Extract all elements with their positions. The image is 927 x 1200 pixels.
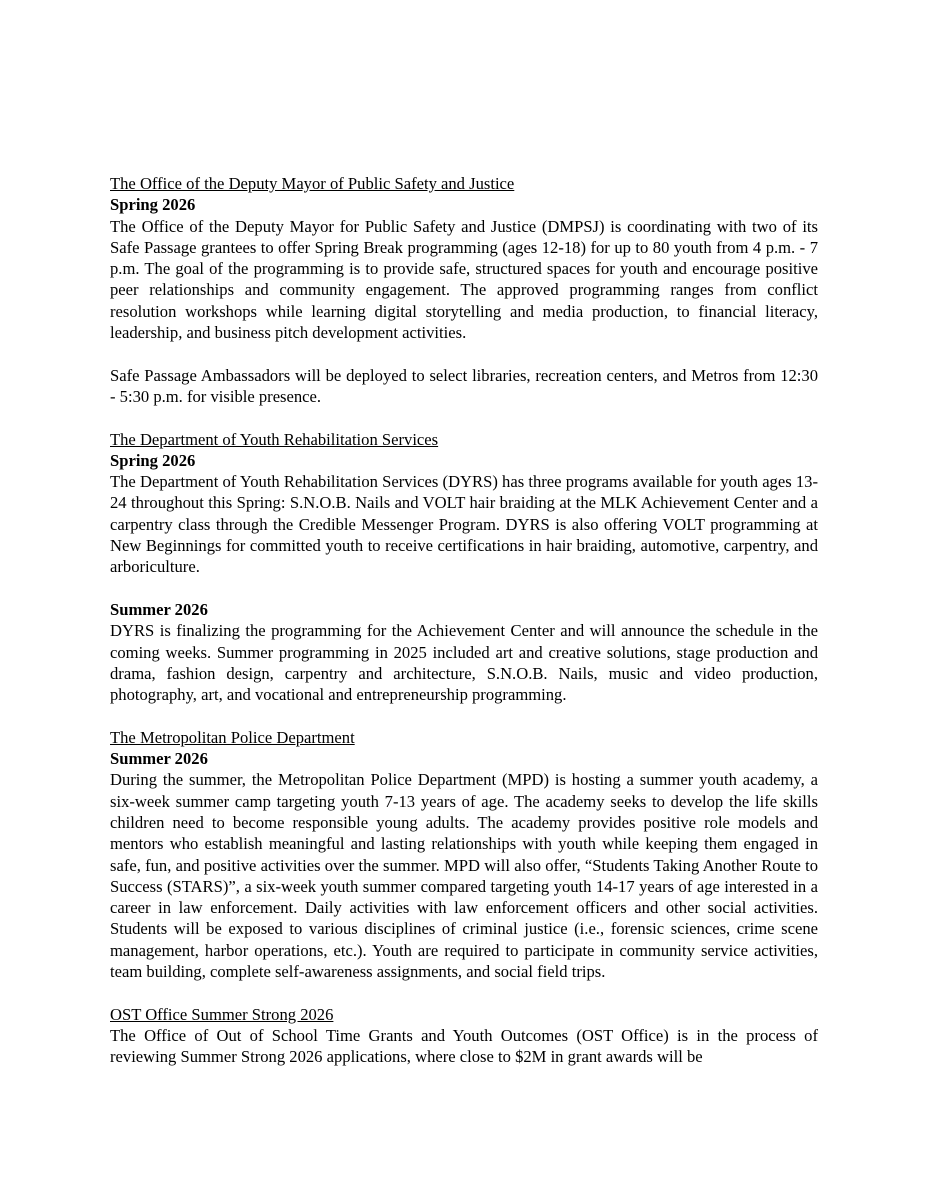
paragraph-spacer bbox=[110, 343, 818, 364]
paragraph-spacer bbox=[110, 578, 818, 599]
section-heading-dmpsj: The Office of the Deputy Mayor of Public Safety and Justice bbox=[110, 174, 515, 193]
paragraph-safe-passage: Safe Passage Ambassadors will be deployed to select libraries, recreation centers, and Metros from 12:30 - 5:30 p.m. for visible presence. bbox=[110, 365, 818, 406]
paragraph-dmpsj-spring: The Office of the Deputy Mayor for Public Safety and Justice (DMPSJ) is coordinating with two of its Safe Passage grantees to offer Spring Break programming (ages 12-18) for up to 80 youth from 4 p.m. - 7 p.m. The goal of the programming is to provide safe, structured spaces for youth and encourage positive peer relationships and community engagement. The approved programming ranges from conflict resolution workshops while learning digital storytelling and media production, to financial literacy, leadership, and business pitch development activities. bbox=[110, 216, 818, 343]
season-label-summer: Summer 2026 bbox=[110, 749, 208, 769]
section-spacer bbox=[110, 705, 818, 726]
paragraph-dyrs-summer: DYRS is finalizing the programming for the Achievement Center and will announce the schedule in the coming weeks. Summer programming in 2025 included art and creative solutions, stage production and drama, fashion design, carpentry and architecture, S.N.O.B. Nails, music and video production, photography, art, and vocational and entrepreneurship programming. bbox=[110, 621, 818, 705]
season-label-summer: Summer 2026 bbox=[110, 599, 208, 619]
season-label-spring: Spring 2026 bbox=[110, 450, 196, 470]
section-heading-mpd: The Metropolitan Police Department bbox=[110, 727, 355, 747]
section-spacer bbox=[110, 982, 818, 1003]
paragraph-ost: The Office of Out of School Time Grants and Youth Outcomes (OST Office) is in the process of reviewing Summer Strong 2026 applications, where close to $2M in grant awards will be bbox=[110, 1025, 818, 1067]
section-heading-ost: OST Office Summer Strong 2026 bbox=[110, 1004, 334, 1024]
section-heading-dyrs: The Department of Youth Rehabilitation Services bbox=[110, 429, 439, 449]
season-label-spring: Spring 2026 bbox=[110, 195, 196, 215]
section-spacer bbox=[110, 407, 818, 428]
paragraph-mpd-summer: During the summer, the Metropolitan Police Department (MPD) is hosting a summer youth academy, a six-week summer camp targeting youth 7-13 years of age. The academy seeks to develop the life skills children need to become responsible young adults. The academy provides positive role models and mentors who establish meaningful and lasting relationships with youth while keeping them engaged in safe, fun, and positive activities over the summer. MPD will also offer, “Students Taking Another Route to Success (STARS)”, a six-week youth summer compared targeting youth 14-17 years of age interested in a career in law enforcement. Daily activities with law enforcement officers and other social activities. Students will be exposed to various disciplines of criminal justice (i.e., forensic sciences, crime scene management, harbor operations, etc.). Youth are required to participate in community service activities, team building, complete self-awareness assignments, and social field trips. bbox=[110, 770, 818, 981]
document-page bbox=[110, 173, 818, 1067]
paragraph-dyrs-spring: The Department of Youth Rehabilitation Services (DYRS) has three programs available for youth ages 13-24 throughout this Spring: S.N.O.B. Nails and VOLT hair braiding at the MLK Achievement Center and a carpentry class through the Credible Messenger Program. DYRS is also offering VOLT programming at New Beginnings for committed youth to receive certifications in hair braiding, automotive, carpentry, and arboriculture. bbox=[110, 472, 818, 577]
